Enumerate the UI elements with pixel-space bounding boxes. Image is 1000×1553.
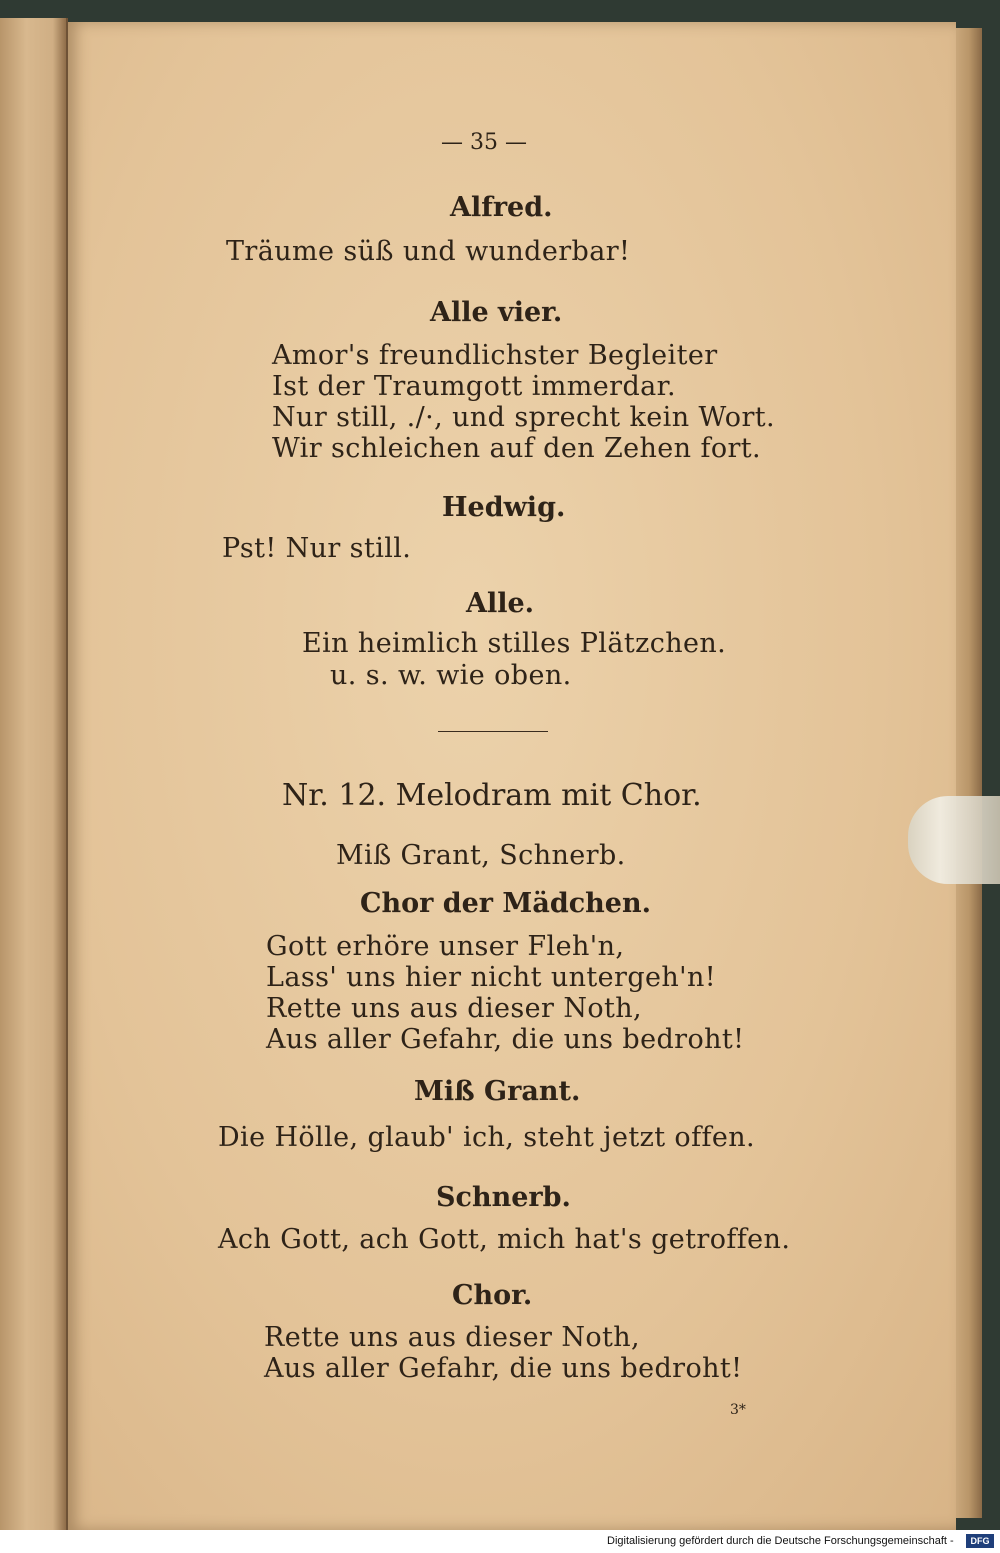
verse-line: Rette uns aus dieser Noth, bbox=[264, 1322, 641, 1353]
verse-line: Gott erhöre unser Fleh'n, bbox=[266, 931, 625, 962]
verse-line: Lass' uns hier nicht untergeh'n! bbox=[266, 962, 717, 993]
speaker-miss-grant: Miß Grant. bbox=[414, 1076, 581, 1107]
dfg-logo: DFG bbox=[966, 1534, 994, 1548]
speaker-chor: Chor. bbox=[452, 1280, 533, 1311]
signature-mark: 3* bbox=[730, 1402, 746, 1418]
page-number: — 35 — bbox=[441, 130, 527, 155]
speaker-hedwig: Hedwig. bbox=[442, 492, 566, 523]
verse-line: Aus aller Gefahr, die uns bedroht! bbox=[264, 1353, 743, 1384]
section-cast: Miß Grant, Schnerb. bbox=[336, 840, 626, 871]
verse-line: Ein heimlich stilles Plätzchen. bbox=[302, 628, 727, 659]
verse-line: Nur still, ./·, und sprecht kein Wort. bbox=[272, 402, 775, 433]
verse-line: Amor's freundlichster Begleiter bbox=[272, 340, 718, 371]
verse-line: Ach Gott, ach Gott, mich hat's getroffen. bbox=[218, 1224, 791, 1255]
verse-line: Träume süß und wunderbar! bbox=[226, 236, 631, 267]
verse-line: Pst! Nur still. bbox=[222, 533, 412, 564]
verse-line: Rette uns aus dieser Noth, bbox=[266, 993, 643, 1024]
speaker-alfred: Alfred. bbox=[450, 192, 553, 223]
speaker-alle: Alle. bbox=[466, 588, 535, 619]
speaker-schnerb: Schnerb. bbox=[436, 1182, 571, 1213]
verse-line: Aus aller Gefahr, die uns bedroht! bbox=[266, 1024, 745, 1055]
speaker-alle-vier: Alle vier. bbox=[430, 297, 563, 328]
bookmark-tab bbox=[908, 796, 1000, 884]
footer-credit: Digitalisierung gefördert durch die Deutsche Forschungsgemeinschaft - bbox=[607, 1535, 954, 1547]
verse-line: Ist der Traumgott immerdar. bbox=[272, 371, 676, 402]
speaker-chor-der-maedchen: Chor der Mädchen. bbox=[360, 888, 651, 919]
section-heading: Nr. 12. Melodram mit Chor. bbox=[282, 778, 702, 813]
left-page-edge bbox=[0, 18, 68, 1530]
verse-line: Die Hölle, glaub' ich, steht jetzt offen. bbox=[218, 1122, 756, 1153]
section-divider bbox=[438, 731, 548, 732]
verse-line: Wir schleichen auf den Zehen fort. bbox=[272, 433, 762, 464]
verse-line: u. s. w. wie oben. bbox=[330, 660, 572, 691]
page-stack-edge bbox=[956, 28, 982, 1518]
